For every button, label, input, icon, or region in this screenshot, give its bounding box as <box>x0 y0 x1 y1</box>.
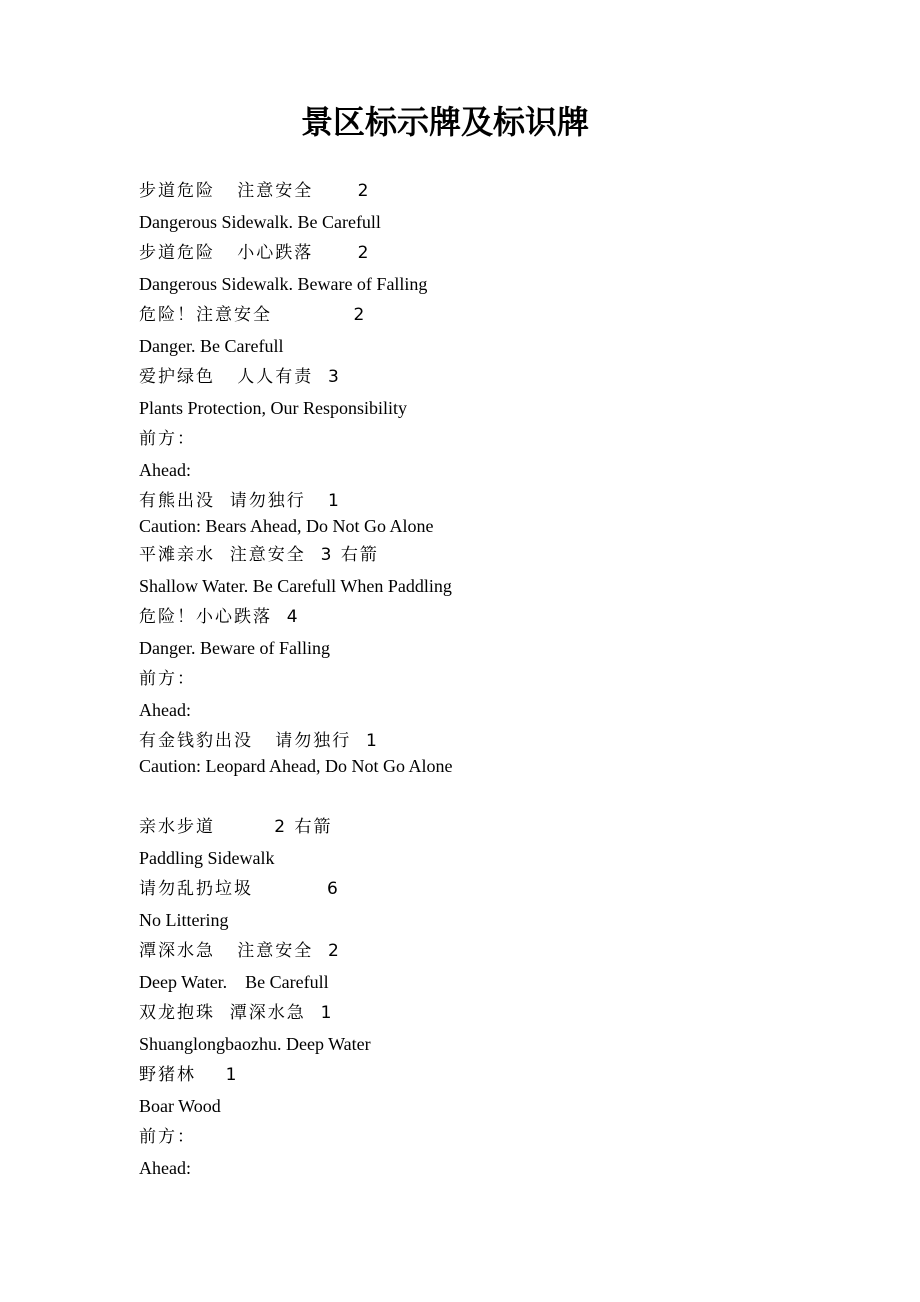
sign-text-en: Dangerous Sidewalk. Be Carefull <box>139 212 381 232</box>
sign-text-zh: 请勿乱扔垃圾 6 <box>139 879 340 899</box>
sign-text-en: Shuanglongbaozhu. Deep Water <box>139 1034 371 1054</box>
sign-text-zh: 有金钱豹出没 请勿独行 1 <box>139 731 379 751</box>
sign-text-zh: 潭深水急 注意安全 2 <box>139 941 341 961</box>
sign-text-zh: 平滩亲水 注意安全 3 右箭 <box>139 545 379 565</box>
sign-text-en: Paddling Sidewalk <box>139 848 275 868</box>
page-title: 景区标示牌及标识牌 <box>300 103 589 141</box>
sign-text-zh: 前方： <box>139 669 196 689</box>
sign-text-en: Shallow Water. Be Carefull When Paddling <box>139 576 452 596</box>
sign-text-zh: 步道危险 小心跌落 2 <box>139 243 371 263</box>
sign-text-en: Ahead: <box>139 1158 191 1178</box>
sign-text-zh: 危险！注意安全 2 <box>139 305 367 325</box>
sign-text-en: Danger. Beware of Falling <box>139 638 330 658</box>
sign-text-en: Ahead: <box>139 460 191 480</box>
sign-text-zh: 爱护绿色 人人有责 3 <box>139 367 341 387</box>
sign-text-zh: 步道危险 注意安全 2 <box>139 181 371 201</box>
sign-text-en: Danger. Be Carefull <box>139 336 284 356</box>
sign-text-en: Plants Protection, Our Responsibility <box>139 398 407 418</box>
sign-text-en: Dangerous Sidewalk. Beware of Falling <box>139 274 428 294</box>
sign-text-zh: 有熊出没 请勿独行 1 <box>139 491 341 511</box>
sign-text-en: Deep Water. Be Carefull <box>139 972 329 992</box>
sign-text-en: Ahead: <box>139 700 191 720</box>
sign-text-zh: 野猪林 1 <box>139 1065 239 1085</box>
sign-text-zh: 亲水步道 2 右箭 <box>139 817 333 837</box>
sign-text-en: Caution: Leopard Ahead, Do Not Go Alone <box>139 756 453 776</box>
sign-text-zh: 双龙抱珠 潭深水急 1 <box>139 1003 334 1023</box>
sign-text-en: Caution: Bears Ahead, Do Not Go Alone <box>139 516 434 536</box>
sign-text-zh: 前方： <box>139 1127 196 1147</box>
sign-text-en: Boar Wood <box>139 1096 221 1116</box>
sign-text-zh: 危险！小心跌落 4 <box>139 607 300 627</box>
sign-text-en: No Littering <box>139 910 229 930</box>
sign-text-zh: 前方： <box>139 429 196 449</box>
